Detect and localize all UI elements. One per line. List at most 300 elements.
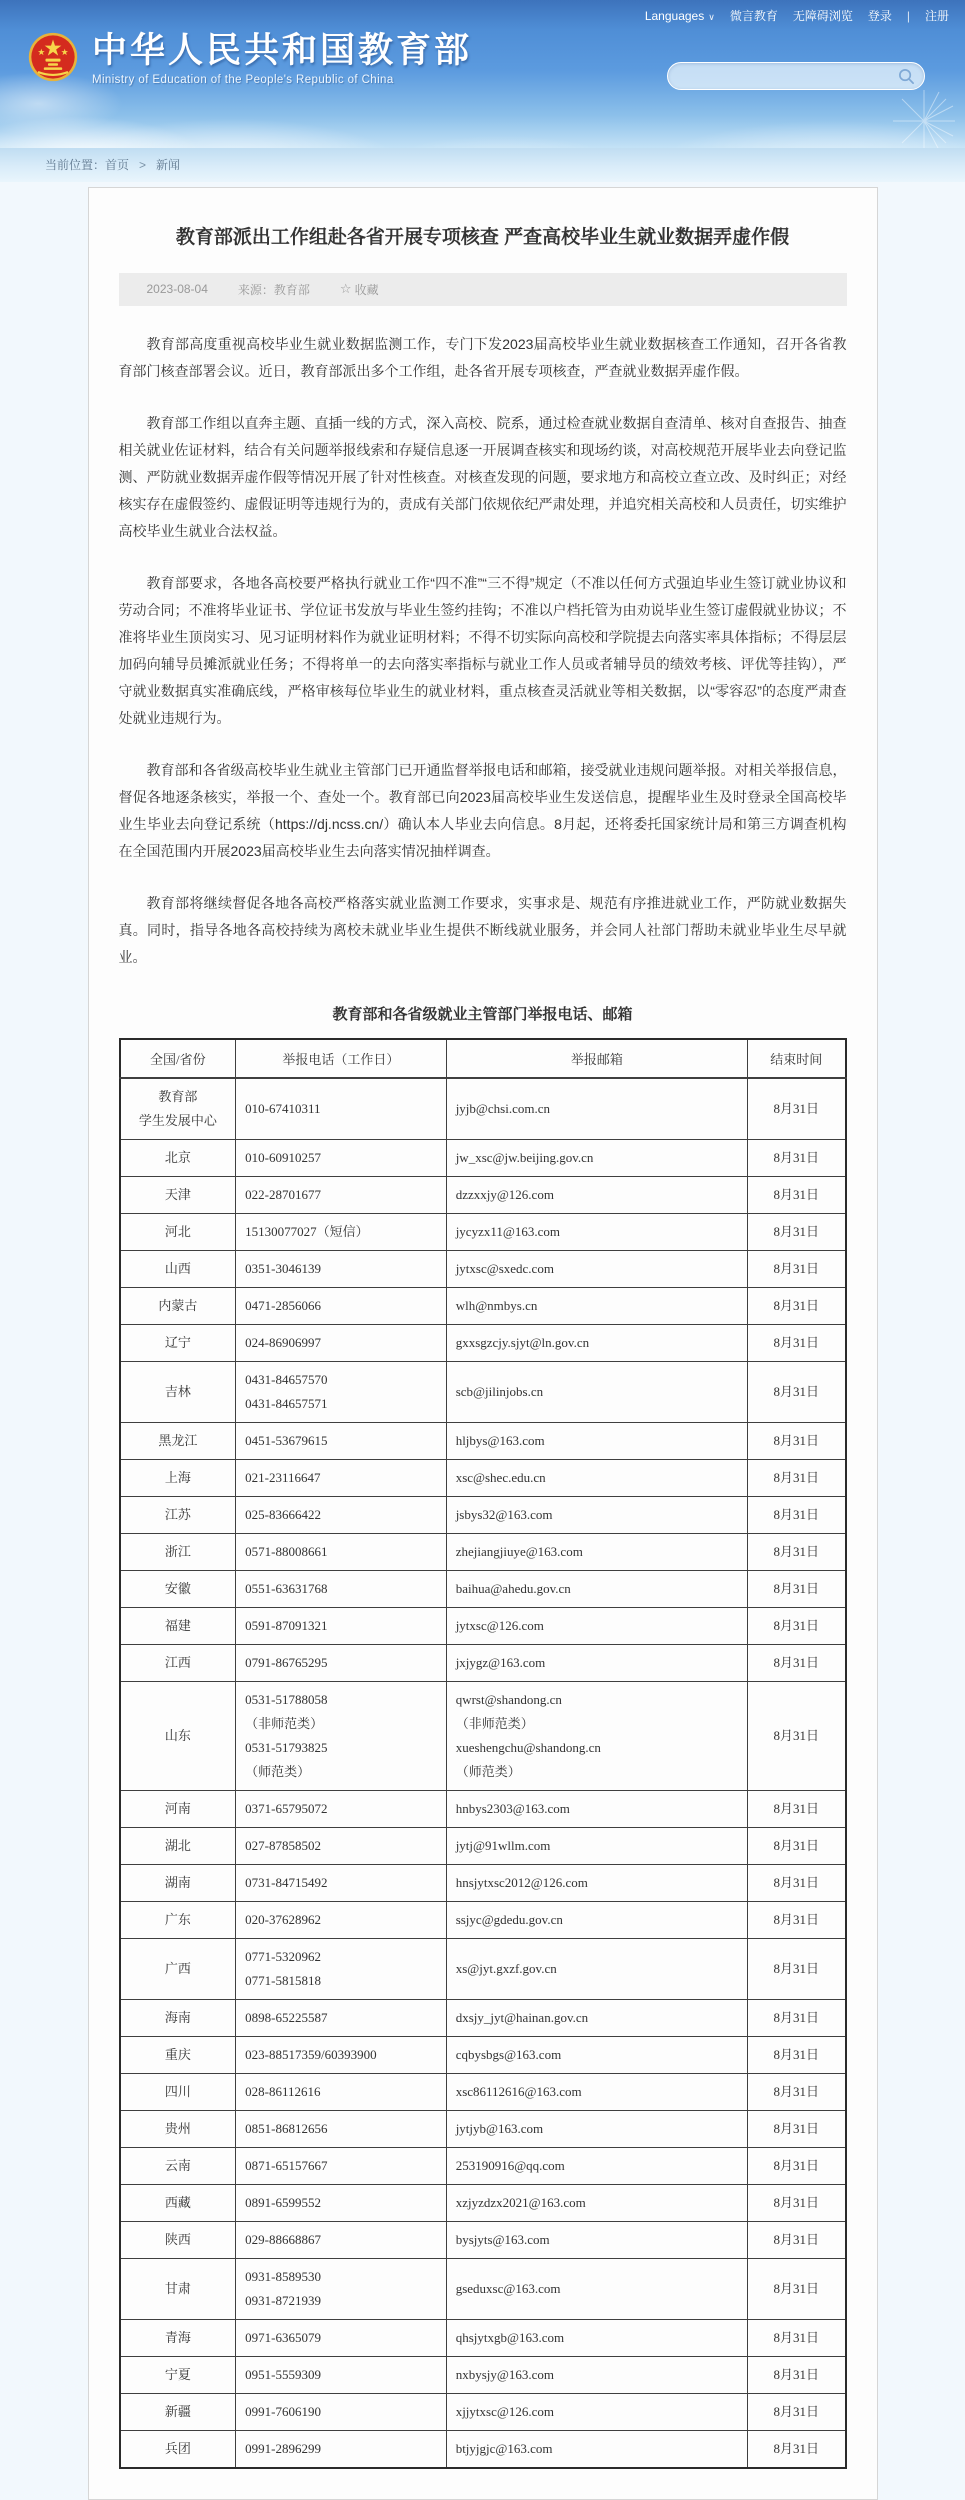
cell-line: 15130077027（短信） xyxy=(245,1223,369,1239)
favorite-button[interactable] xyxy=(340,281,379,298)
column-header-email: 举报邮箱 xyxy=(446,1039,747,1078)
cell-email xyxy=(446,2184,747,2221)
cell-deadline xyxy=(747,1644,845,1681)
column-header-deadline: 结束时间 xyxy=(747,1039,845,1078)
breadcrumb-label: 当前位置： xyxy=(45,158,106,172)
cell-region xyxy=(120,2110,236,2147)
cell-email xyxy=(446,2147,747,2184)
cell-region xyxy=(120,1999,236,2036)
cell-phone xyxy=(236,1213,447,1250)
table-row xyxy=(120,2430,846,2468)
cell-line: 北京 xyxy=(164,1149,191,1165)
cell-phone xyxy=(236,1422,447,1459)
cell-line: 029-88668867 xyxy=(245,2231,321,2247)
cell-region xyxy=(120,1422,236,1459)
brand-text xyxy=(92,30,472,86)
cell-region xyxy=(120,2036,236,2073)
search-input[interactable] xyxy=(681,64,898,88)
cell-line: jytjyb@163.com xyxy=(455,2120,544,2136)
cell-deadline xyxy=(747,1324,845,1361)
cell-deadline xyxy=(747,2393,845,2430)
cell-line: 0991-2896299 xyxy=(245,2440,321,2456)
article-body xyxy=(119,331,847,971)
cell-email xyxy=(446,1607,747,1644)
cell-line: 四川 xyxy=(164,2083,191,2099)
table-row xyxy=(120,2073,846,2110)
table-row xyxy=(120,1644,846,1681)
column-header-region: 全国/省份 xyxy=(120,1039,236,1078)
cell-line: 010-67410311 xyxy=(245,1100,321,1116)
cell-line: 0431-84657570 xyxy=(245,1371,328,1387)
cell-line: 吉林 xyxy=(164,1383,191,1399)
cell-line: 广东 xyxy=(164,1911,191,1927)
cell-region xyxy=(120,2147,236,2184)
cell-line: 0951-5559309 xyxy=(245,2366,321,2382)
cell-line: 8月31日 xyxy=(773,1334,819,1350)
cell-line: 海南 xyxy=(164,2009,191,2025)
cell-phone xyxy=(236,2430,447,2468)
table-row xyxy=(120,1139,846,1176)
cell-line: jytxsc@126.com xyxy=(455,1617,544,1633)
cell-line: 0531-51788058 xyxy=(245,1691,328,1707)
cell-line: 8月31日 xyxy=(773,1260,819,1276)
cell-line: 8月31日 xyxy=(773,2403,819,2419)
cell-region xyxy=(120,2319,236,2356)
cell-line: dzzxxjy@126.com xyxy=(455,1186,554,1202)
cell-line: 8月31日 xyxy=(773,2329,819,2345)
cell-region xyxy=(120,1570,236,1607)
cell-line: 河南 xyxy=(164,1800,191,1816)
cell-line: cqbysbgs@163.com xyxy=(455,2046,562,2062)
cell-line: 8月31日 xyxy=(773,2231,819,2247)
cell-phone xyxy=(236,2147,447,2184)
cell-line: 020-37628962 xyxy=(245,1911,321,1927)
cell-line: nxbysjy@163.com xyxy=(455,2366,554,2382)
cell-line: 0851-86812656 xyxy=(245,2120,328,2136)
cell-line: 8月31日 xyxy=(773,1911,819,1927)
cell-email xyxy=(446,2356,747,2393)
cell-line: （师范类） xyxy=(455,1763,521,1779)
cell-line: 0931-8721939 xyxy=(245,2292,321,2308)
cell-deadline xyxy=(747,2221,845,2258)
cell-phone xyxy=(236,1361,447,1422)
cell-deadline xyxy=(747,1790,845,1827)
cell-line: 8月31日 xyxy=(773,1580,819,1596)
cell-deadline xyxy=(747,2036,845,2073)
cell-line: 黑龙江 xyxy=(158,1432,198,1448)
table-row xyxy=(120,2221,846,2258)
cell-line: wlh@nmbys.cn xyxy=(455,1297,538,1313)
cell-line: 重庆 xyxy=(164,2046,191,2062)
cell-deadline xyxy=(747,1607,845,1644)
cell-line: 8月31日 xyxy=(773,1223,819,1239)
search-icon[interactable] xyxy=(898,68,915,85)
languages-label: Languages xyxy=(644,8,705,23)
cell-deadline xyxy=(747,1570,845,1607)
cell-phone xyxy=(236,2319,447,2356)
cell-line: 027-87858502 xyxy=(245,1837,321,1853)
cell-line: （师范类） xyxy=(245,1763,311,1779)
cell-deadline xyxy=(747,1176,845,1213)
cell-phone xyxy=(236,1827,447,1864)
cell-email xyxy=(446,1361,747,1422)
cell-line: 学生发展中心 xyxy=(138,1112,217,1128)
cell-deadline xyxy=(747,1827,845,1864)
site-title: 中华人民共和国教育部 xyxy=(92,31,473,70)
cell-phone xyxy=(236,2393,447,2430)
cell-phone xyxy=(236,1078,447,1140)
publish-date: 2023-08-04 xyxy=(146,282,208,296)
cell-line: 0471-2856066 xyxy=(245,1297,321,1313)
cell-region xyxy=(120,1681,236,1790)
cell-line: 023-88517359/60393900 xyxy=(245,2046,377,2062)
cell-line: 0771-5815818 xyxy=(245,1972,321,1988)
cell-email xyxy=(446,1139,747,1176)
cell-region xyxy=(120,1827,236,1864)
cell-phone xyxy=(236,2036,447,2073)
cell-line: 0791-86765295 xyxy=(245,1654,328,1670)
cell-line: jycyzx11@163.com xyxy=(455,1223,560,1239)
cell-line: 安徽 xyxy=(164,1580,191,1596)
cell-line: 天津 xyxy=(164,1186,191,1202)
cell-line: 8月31日 xyxy=(773,1469,819,1485)
article-meta-bar xyxy=(119,273,847,306)
cell-line: 上海 xyxy=(164,1469,191,1485)
table-row xyxy=(120,1361,846,1422)
table-row xyxy=(120,1078,846,1140)
table-row xyxy=(120,1790,846,1827)
cell-line: jyjb@chsi.com.cn xyxy=(455,1100,550,1116)
cell-phone xyxy=(236,2221,447,2258)
cell-phone xyxy=(236,2073,447,2110)
cell-line: 0451-53679615 xyxy=(245,1432,328,1448)
cell-line: 广西 xyxy=(164,1960,191,1976)
cell-line: 河北 xyxy=(164,1223,191,1239)
cell-line: zhejiangjiuye@163.com xyxy=(455,1543,583,1559)
cell-region xyxy=(120,1361,236,1422)
cell-phone xyxy=(236,1250,447,1287)
cell-line: 宁夏 xyxy=(164,2366,191,2382)
cell-region xyxy=(120,2073,236,2110)
cell-region xyxy=(120,1496,236,1533)
nav-divider: | xyxy=(906,8,910,23)
cell-line: hnbys2303@163.com xyxy=(455,1800,570,1816)
top-nav xyxy=(645,7,949,24)
table-row xyxy=(120,1607,846,1644)
cell-email xyxy=(446,1681,747,1790)
cell-line: hljbys@163.com xyxy=(455,1432,545,1448)
table-caption: 教育部和各省级就业主管部门举报电话、邮箱 xyxy=(332,1005,633,1023)
cell-line: 8月31日 xyxy=(773,2280,819,2296)
cell-line: 0898-65225587 xyxy=(245,2009,328,2025)
cell-phone xyxy=(236,2258,447,2319)
cell-line: 021-23116647 xyxy=(245,1469,321,1485)
cell-line: xjjytxsc@126.com xyxy=(455,2403,554,2419)
table-row xyxy=(120,1250,846,1287)
cell-line: jytxsc@sxedc.com xyxy=(455,1260,554,1276)
cell-line: 8月31日 xyxy=(773,2009,819,2025)
table-row xyxy=(120,1213,846,1250)
cell-email xyxy=(446,1901,747,1938)
cell-line: 0731-84715492 xyxy=(245,1874,328,1890)
cell-line: 0971-6365079 xyxy=(245,2329,321,2345)
cell-line: 0571-88008661 xyxy=(245,1543,328,1559)
cell-line: 8月31日 xyxy=(773,1186,819,1202)
cell-line: 0371-65795072 xyxy=(245,1800,328,1816)
cell-deadline xyxy=(747,1533,845,1570)
cell-email xyxy=(446,1570,747,1607)
table-row xyxy=(120,2258,846,2319)
cell-line: 湖北 xyxy=(164,1837,191,1853)
cell-phone xyxy=(236,1644,447,1681)
cell-line: 江西 xyxy=(164,1654,191,1670)
table-row xyxy=(120,2110,846,2147)
cell-line: （非师范类） xyxy=(245,1715,324,1731)
cell-line: bysjyts@163.com xyxy=(455,2231,550,2247)
table-header-row xyxy=(120,1039,846,1078)
cell-region xyxy=(120,2258,236,2319)
cell-line: jxjygz@163.com xyxy=(455,1654,546,1670)
cell-line: 8月31日 xyxy=(773,1727,819,1743)
cell-line: 025-83666422 xyxy=(245,1506,321,1522)
table-row xyxy=(120,1459,846,1496)
cell-email xyxy=(446,1644,747,1681)
cell-deadline xyxy=(747,2356,845,2393)
cell-deadline xyxy=(747,1287,845,1324)
search-box[interactable] xyxy=(667,62,925,90)
cell-line: 云南 xyxy=(164,2157,191,2173)
cell-region xyxy=(120,1078,236,1140)
cell-region xyxy=(120,1459,236,1496)
cell-deadline xyxy=(747,1250,845,1287)
register-link[interactable]: 注册 xyxy=(924,9,949,23)
cell-line: gseduxsc@163.com xyxy=(455,2280,561,2296)
cell-line: 024-86906997 xyxy=(245,1334,321,1350)
site-subtitle: Ministry of Education of the People's Republic of China xyxy=(92,74,394,86)
cell-phone xyxy=(236,1533,447,1570)
cell-phone xyxy=(236,1324,447,1361)
cell-line: 0531-51793825 xyxy=(245,1739,328,1755)
cell-phone xyxy=(236,2110,447,2147)
column-header-phone: 举报电话（工作日） xyxy=(236,1039,447,1078)
cell-email xyxy=(446,2036,747,2073)
cell-line: qhsjytxgb@163.com xyxy=(455,2329,565,2345)
cell-line: 山西 xyxy=(164,1260,191,1276)
cell-email xyxy=(446,1324,747,1361)
cell-line: 8月31日 xyxy=(773,1297,819,1313)
cell-line: 8月31日 xyxy=(773,2046,819,2062)
breadcrumb-separator-icon: > xyxy=(139,158,147,172)
login-link[interactable]: 登录 xyxy=(867,9,892,23)
cell-line: 8月31日 xyxy=(773,1506,819,1522)
table-row xyxy=(120,1287,846,1324)
cell-region xyxy=(120,2356,236,2393)
cell-line: scb@jilinjobs.cn xyxy=(455,1383,544,1399)
cell-line: xs@jyt.gxzf.gov.cn xyxy=(455,1960,557,1976)
cell-phone xyxy=(236,1901,447,1938)
table-row xyxy=(120,1999,846,2036)
cell-line: jw_xsc@jw.beijing.gov.cn xyxy=(455,1149,594,1165)
cell-email xyxy=(446,2430,747,2468)
cell-email xyxy=(446,2393,747,2430)
cell-line: baihua@ahedu.gov.cn xyxy=(455,1580,571,1596)
site-brand xyxy=(28,30,472,87)
cell-line: 8月31日 xyxy=(773,1149,819,1165)
cell-deadline xyxy=(747,1864,845,1901)
cell-phone xyxy=(236,1176,447,1213)
cell-line: 0551-63631768 xyxy=(245,1580,328,1596)
cell-email xyxy=(446,1864,747,1901)
cell-phone xyxy=(236,1864,447,1901)
table-row xyxy=(120,1496,846,1533)
cell-region xyxy=(120,1644,236,1681)
cell-region xyxy=(120,1938,236,1999)
breadcrumb-current-link[interactable]: 新闻 xyxy=(156,158,181,172)
cell-region xyxy=(120,2221,236,2258)
cell-line: 8月31日 xyxy=(773,1543,819,1559)
table-row xyxy=(120,1176,846,1213)
cell-email xyxy=(446,1250,747,1287)
cell-line: 8月31日 xyxy=(773,2157,819,2173)
cell-line: xueshengchu@shandong.cn xyxy=(455,1739,601,1755)
cell-deadline xyxy=(747,2319,845,2356)
accessibility-link[interactable]: 无障碍浏览 xyxy=(792,9,853,23)
cell-phone xyxy=(236,1459,447,1496)
cell-deadline xyxy=(747,1078,845,1140)
cell-phone xyxy=(236,1790,447,1827)
cell-line: dxsjy_jyt@hainan.gov.cn xyxy=(455,2009,589,2025)
cell-deadline xyxy=(747,1496,845,1533)
cell-line: 兵团 xyxy=(164,2440,191,2456)
national-emblem-icon xyxy=(28,32,78,87)
cell-line: jsbys32@163.com xyxy=(455,1506,553,1522)
cell-region xyxy=(120,2393,236,2430)
table-row xyxy=(120,2393,846,2430)
cell-line: 青海 xyxy=(164,2329,191,2345)
cell-line: 8月31日 xyxy=(773,1874,819,1890)
cell-deadline xyxy=(747,2073,845,2110)
cell-region xyxy=(120,1250,236,1287)
table-row xyxy=(120,1533,846,1570)
cell-line: 贵州 xyxy=(164,2120,191,2136)
cell-deadline xyxy=(747,2258,845,2319)
table-row xyxy=(120,2147,846,2184)
table-row xyxy=(120,2036,846,2073)
cell-line: 陕西 xyxy=(164,2231,191,2247)
cell-email xyxy=(446,1078,747,1140)
cell-line: btjyjgjc@163.com xyxy=(455,2440,553,2456)
cell-phone xyxy=(236,1139,447,1176)
cell-line: 8月31日 xyxy=(773,1960,819,1976)
cell-deadline xyxy=(747,1361,845,1422)
cell-email xyxy=(446,1459,747,1496)
cell-line: 8月31日 xyxy=(773,1432,819,1448)
cell-line: qwrst@shandong.cn xyxy=(455,1691,562,1707)
cell-region xyxy=(120,1213,236,1250)
cell-region xyxy=(120,2430,236,2468)
cell-email xyxy=(446,1176,747,1213)
cell-line: 0431-84657571 xyxy=(245,1395,328,1411)
cell-line: 0871-65157667 xyxy=(245,2157,328,2173)
table-row xyxy=(120,1938,846,1999)
cell-deadline xyxy=(747,1422,845,1459)
cell-deadline xyxy=(747,2147,845,2184)
cell-line: xsc86112616@163.com xyxy=(455,2083,582,2099)
weiyan-education-link[interactable]: 微言教育 xyxy=(729,9,778,23)
cell-phone xyxy=(236,2184,447,2221)
cell-deadline xyxy=(747,1999,845,2036)
cell-line: gxxsgzcjy.sjyt@ln.gov.cn xyxy=(455,1334,590,1350)
report-table-body xyxy=(120,1078,846,2468)
cell-line: 028-86112616 xyxy=(245,2083,321,2099)
cell-line: 8月31日 xyxy=(773,1800,819,1816)
cell-email xyxy=(446,2319,747,2356)
article-source: 来源：教育部 xyxy=(237,282,310,297)
cell-region xyxy=(120,1287,236,1324)
cell-line: hnsjytxsc2012@126.com xyxy=(455,1874,588,1890)
cell-deadline xyxy=(747,1139,845,1176)
cell-phone xyxy=(236,1681,447,1790)
cell-line: xsc@shec.edu.cn xyxy=(455,1469,546,1485)
cell-email xyxy=(446,1938,747,1999)
article-paragraph: 教育部和各省级高校毕业生就业主管部门已开通监督举报电话和邮箱，接受就业违规问题举报。对相关举报信息，督促各地逐条核实，举报一个、查处一个。教育部已向2023届高校毕业生发送信息，提醒毕业生及时登录全国高校毕业生毕业去向登记系统（https://dj.ncss.cn/）确认本人毕业去向信息。8月起，还将委托国家统计局和第三方调查机构在全国范围内开展2023届高校毕业生去向落实情况抽样调查。 xyxy=(118,761,847,859)
table-row xyxy=(120,2319,846,2356)
cell-line: 教育部 xyxy=(158,1088,198,1104)
star-icon: ☆ xyxy=(339,281,352,296)
cell-line: 0771-5320962 xyxy=(245,1948,321,1964)
table-row xyxy=(120,1422,846,1459)
cell-email xyxy=(446,1422,747,1459)
cell-line: 253190916@qq.com xyxy=(455,2157,565,2173)
cell-region xyxy=(120,1139,236,1176)
cell-line: 8月31日 xyxy=(773,1100,819,1116)
cell-phone xyxy=(236,1607,447,1644)
cell-region xyxy=(120,1533,236,1570)
breadcrumb-home-link[interactable]: 首页 xyxy=(105,158,130,172)
site-header xyxy=(0,0,965,148)
cell-line: 湖南 xyxy=(164,1874,191,1890)
cell-deadline xyxy=(747,1681,845,1790)
cell-deadline xyxy=(747,1213,845,1250)
cell-line: 8月31日 xyxy=(773,2440,819,2456)
cell-phone xyxy=(236,2356,447,2393)
cell-region xyxy=(120,1864,236,1901)
cell-line: 江苏 xyxy=(164,1506,191,1522)
cell-line: 8月31日 xyxy=(773,1617,819,1633)
cell-line: 0931-8589530 xyxy=(245,2268,321,2284)
cell-email xyxy=(446,1496,747,1533)
cell-line: 8月31日 xyxy=(773,2366,819,2382)
cell-email xyxy=(446,1213,747,1250)
languages-menu[interactable] xyxy=(645,9,715,23)
favorite-label: 收藏 xyxy=(354,282,379,297)
cell-phone xyxy=(236,1496,447,1533)
cell-phone xyxy=(236,1999,447,2036)
cell-deadline xyxy=(747,1459,845,1496)
cell-line: 西藏 xyxy=(164,2194,191,2210)
cell-email xyxy=(446,1999,747,2036)
table-row xyxy=(120,1864,846,1901)
cell-email xyxy=(446,1827,747,1864)
cell-region xyxy=(120,1607,236,1644)
cell-line: 浙江 xyxy=(164,1543,191,1559)
cell-deadline xyxy=(747,1901,845,1938)
cell-line: 8月31日 xyxy=(773,2120,819,2136)
article-paragraph: 教育部高度重视高校毕业生就业数据监测工作，专门下发2023届高校毕业生就业数据核查工作通知，召开各省教育部门核查部署会议。近日，教育部派出多个工作组，赴各省开展专项核查，严查就业数据弄虚作假。 xyxy=(118,335,847,379)
table-row xyxy=(120,1901,846,1938)
cell-line: 8月31日 xyxy=(773,1383,819,1399)
report-table xyxy=(119,1038,847,2469)
